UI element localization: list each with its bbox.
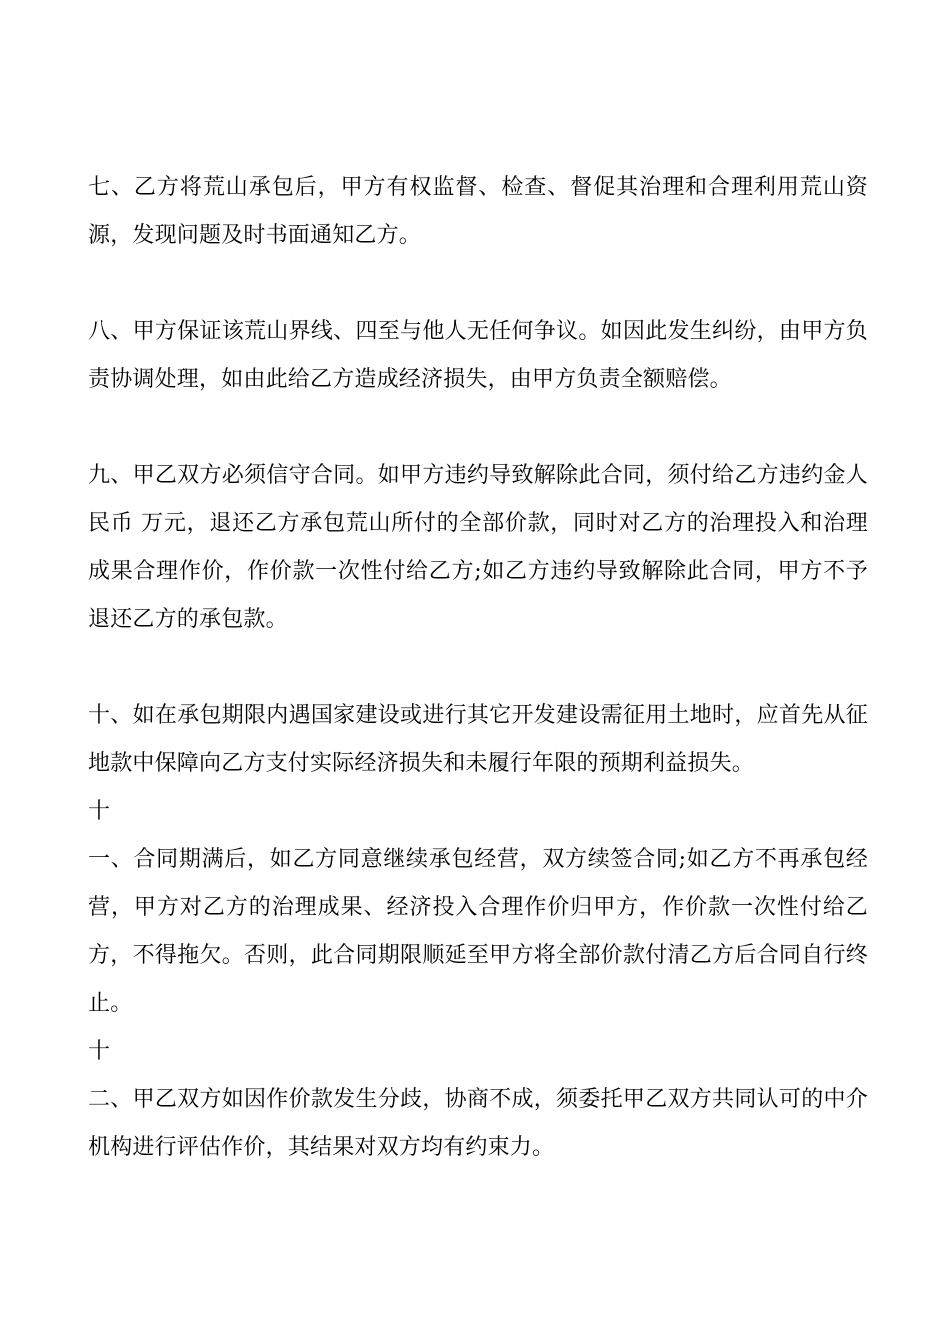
clause-7: 七、乙方将荒山承包后，甲方有权监督、检查、督促其治理和合理利用荒山资源，发现问题及时书面通知乙方。 (88, 175, 868, 248)
paragraph-spacer (88, 404, 868, 452)
paragraph-spacer (88, 644, 868, 692)
document-page (88, 164, 868, 1172)
clause-11: 一、合同期满后，如乙方同意继续承包经营，双方续签合同;如乙方不再承包经营，甲方对乙方的治理成果、经济投入合理作价归甲方，作价款一次性付给乙方，不得拖欠。否则，此合同期限顺延至甲方将全部价款付清乙方后合同自行终止。 (88, 847, 868, 1016)
clause-12: 二、甲乙双方如因作价款发生分歧，协商不成，须委托甲乙双方共同认可的中介机构进行评估作价，其结果对双方均有约束力。 (88, 1087, 868, 1160)
clause-10: 十、如在承包期限内遇国家建设或进行其它开发建设需征用土地时，应首先从征地款中保障向乙方支付实际经济损失和未履行年限的预期利益损失。 (88, 703, 868, 776)
clause-9: 九、甲乙双方必须信守合同。如甲方违约导致解除此合同，须付给乙方违约金人民币 万元，退还乙方承包荒山所付的全部价款，同时对乙方的治理投入和治理成果合理作价，作价款一次性付给乙方;如乙方违约导致解除此合同，甲方不予退还乙方的承包款。 (88, 463, 868, 632)
clause-12-number: 十 (88, 1039, 111, 1064)
clause-8: 八、甲方保证该荒山界线、四至与他人无任何争议。如因此发生纠纷，由甲方负责协调处理，如由此给乙方造成经济损失，由甲方负责全额赔偿。 (88, 319, 868, 392)
clause-11-number: 十 (88, 799, 111, 824)
paragraph-spacer (88, 260, 868, 308)
